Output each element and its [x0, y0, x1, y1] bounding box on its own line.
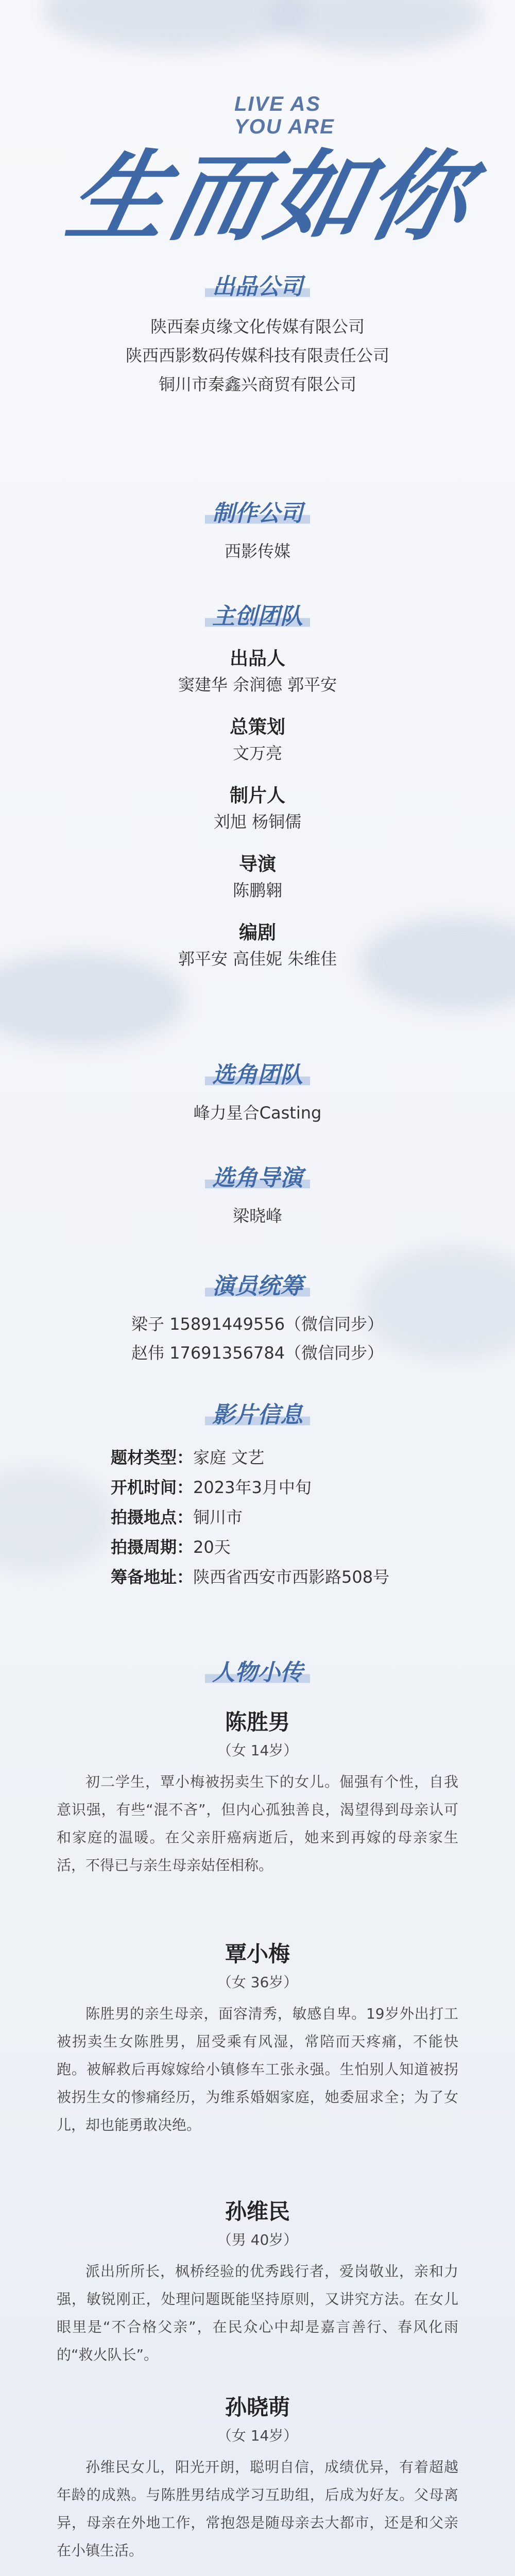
- character-description: 陈胜男的亲生母亲，面容清秀，敏感自卑。19岁外出打工被拐卖生女陈胜男，屈受乘有风湿，常陪而天疼痛，不能快跑。被解救后再嫁嫁给小镇修车工张永强。生怕别人知道被拐被拐生女的惨痛经历，为维系婚姻家庭，她委屈求全；为了女儿，却也能勇敢决绝。: [57, 2005, 458, 2133]
- info-label: 开机时间：: [111, 1478, 194, 1497]
- film-info-row: [111, 1532, 440, 1562]
- film-info-row: [111, 1443, 440, 1472]
- cloud-decoration: [0, 1468, 113, 1571]
- role-names: 郭平安 高佳妮 朱维佳: [178, 949, 337, 969]
- producer-line: 陕西西影数码传媒科技有限责任公司: [125, 346, 389, 365]
- casting-team-section: [0, 1056, 515, 1127]
- section-heading: 选角导演: [205, 1159, 310, 1192]
- role-title: 导演: [238, 854, 276, 875]
- role-title: 制片人: [229, 785, 285, 806]
- coordinator-contact: 赵伟 17691356784（微信同步）: [131, 1343, 384, 1363]
- film-info-row: [111, 1562, 440, 1592]
- role-title: 出品人: [229, 648, 285, 669]
- character-card: [57, 1937, 458, 2139]
- section-heading: 制作公司: [205, 495, 310, 528]
- production-section: [0, 495, 515, 566]
- info-value: 陕西省西安市西影路508号: [193, 1567, 390, 1587]
- character-meta: （女 36岁）: [217, 1974, 298, 1991]
- section-heading: 人物小传: [205, 1654, 310, 1687]
- character-card: [57, 1705, 458, 1879]
- role-names: 陈鹏翱: [232, 880, 282, 900]
- hero-en-line2: YOU ARE: [234, 115, 335, 138]
- character-card: [57, 2195, 458, 2369]
- producers-section: [0, 268, 515, 399]
- film-info-row: [111, 1472, 440, 1502]
- film-info-list: [111, 1443, 440, 1592]
- character-meta: （女 14岁）: [217, 2427, 298, 2444]
- characters-section: [0, 1654, 515, 1687]
- character-description: 初二学生，覃小梅被拐卖生下的女儿。倔强有个性，自我意识强，有些“混不吝”，但内心孤独善良，渴望得到母亲认可和家庭的温暖。在父亲肝癌病逝后，她来到再嫁的母亲家生活，不得已与亲生母亲姑侄相称。: [57, 1773, 458, 1874]
- character-name: 覃小梅: [225, 1941, 290, 1967]
- info-value: 家庭 文艺: [193, 1448, 265, 1467]
- hero-title: 生而如你: [58, 139, 483, 254]
- casting-team-line: 峰力星合Casting: [193, 1103, 322, 1123]
- info-label: 题材类型：: [111, 1448, 194, 1467]
- film-info-row: [111, 1502, 440, 1532]
- info-value: 20天: [193, 1537, 231, 1557]
- character-description: 派出所所长，枫桥经验的优秀践行者，爱岗敬业，亲和力强，敏锐刚正，处理问题既能坚持原则，又讲究方法。在女儿眼里是“不合格父亲”，在民众心中却是嘉言善行、春风化雨的“救火队长”。: [57, 2263, 458, 2363]
- character-meta: （男 40岁）: [217, 2231, 298, 2248]
- role-names: 窦建华 余润德 郭平安: [178, 675, 337, 694]
- role-title: 编剧: [238, 922, 276, 943]
- producer-line: 陕西秦贞缘文化传媒有限公司: [150, 317, 365, 336]
- info-label: 拍摄周期：: [111, 1537, 194, 1557]
- section-heading: 影片信息: [205, 1396, 310, 1429]
- section-heading: 出品公司: [205, 268, 310, 301]
- role-title: 总策划: [229, 717, 285, 738]
- cloud-decoration: [268, 0, 484, 52]
- hero-en-line1: LIVE AS: [234, 93, 321, 115]
- character-name: 孙维民: [225, 2199, 290, 2224]
- casting-director-line: 梁晓峰: [232, 1206, 282, 1226]
- character-card: [57, 2391, 458, 2565]
- info-value: 铜川市: [193, 1507, 243, 1527]
- production-line: 西影传媒: [224, 541, 290, 561]
- info-label: 筹备地址：: [111, 1567, 194, 1587]
- section-heading: 选角团队: [205, 1056, 310, 1089]
- casting-director-section: [0, 1159, 515, 1230]
- character-name: 孙晓萌: [225, 2395, 290, 2420]
- producer-line: 铜川市秦鑫兴商贸有限公司: [158, 375, 356, 394]
- coordinator-section: [0, 1267, 515, 1367]
- film-info-section: [0, 1396, 515, 1429]
- role-names: 文万亮: [232, 743, 282, 763]
- character-meta: （女 14岁）: [217, 1742, 298, 1759]
- info-label: 拍摄地点：: [111, 1507, 194, 1527]
- info-value: 2023年3月中旬: [193, 1478, 312, 1497]
- creative-section: [0, 598, 515, 973]
- cloud-decoration: [41, 0, 309, 52]
- coordinator-contact: 梁子 15891449556（微信同步）: [131, 1314, 384, 1334]
- character-description: 孙维民女儿，阳光开朗，聪明自信，成绩优异，有着超越年龄的成熟。与陈胜男结成学习互助组，后成为好友。父母离异，母亲在外地工作，常抱怨是随母亲去大都市，还是和父亲在小镇生活。: [57, 2459, 458, 2559]
- character-name: 陈胜男: [225, 1709, 290, 1735]
- role-names: 刘旭 杨铜儒: [213, 812, 302, 832]
- section-heading: 演员统筹: [205, 1267, 310, 1300]
- section-heading: 主创团队: [205, 598, 310, 631]
